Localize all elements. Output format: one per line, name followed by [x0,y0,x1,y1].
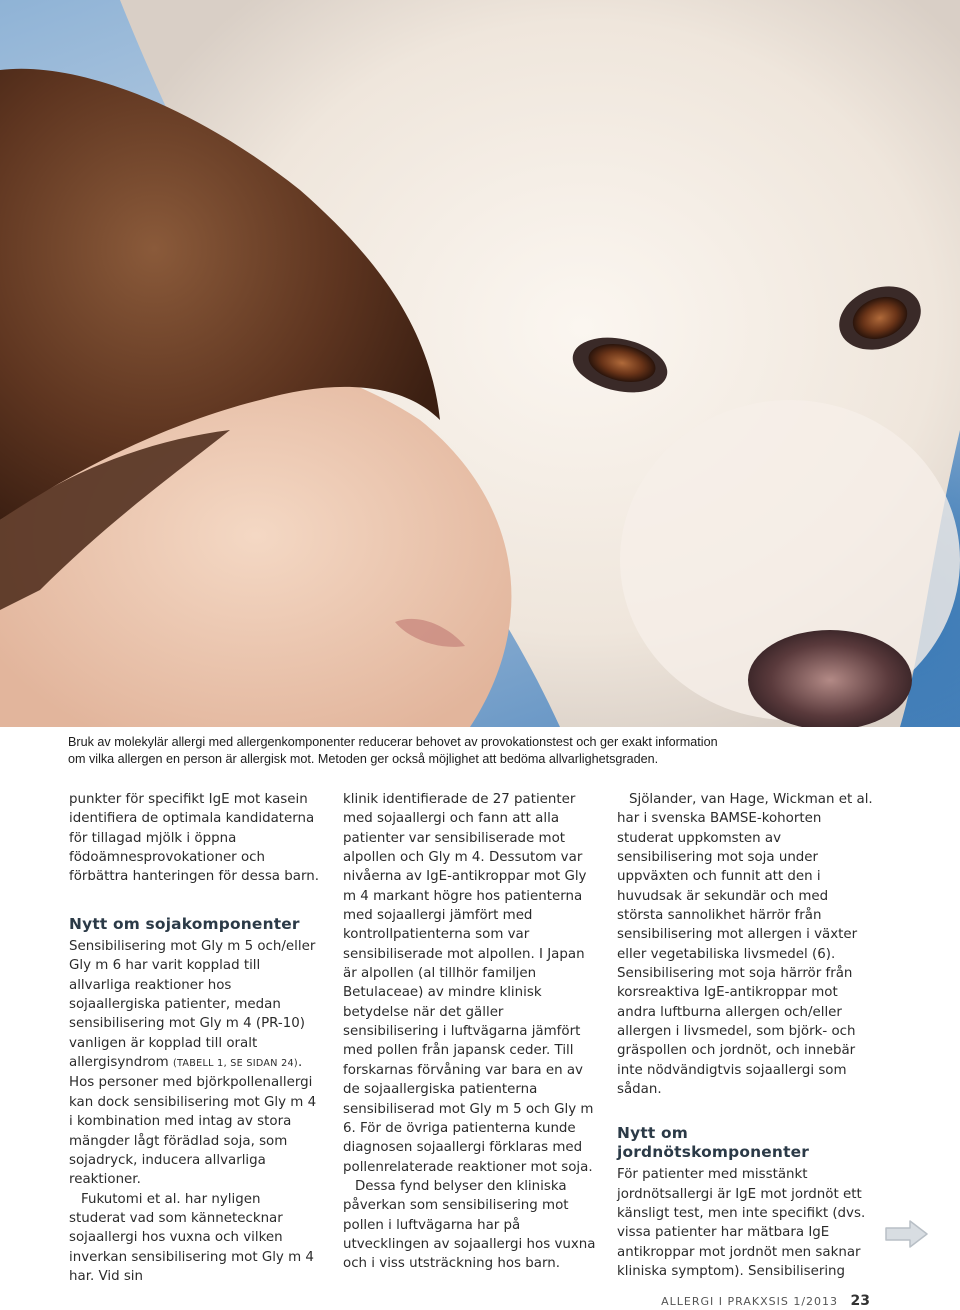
col3-paragraph-2: För patienter med misstänkt jordnötsallergi är IgE mot jordnöt ett känsligt test, men inte specifikt (dvs. vissa patienter har mätbara IgE antikroppar mot jordnöt men saknar kliniska symptom). Sensibilisering [617,1167,866,1279]
col3-paragraph-1: Sjölander, van Hage, Wickman et al. har i svenska BAMSE-kohorten studerat uppkomsten av sensibilisering mot soja under uppväxten och funnit att den i huvudsak är sekundär och med största sannolikhet härrör från sensibilisering mot allergen i växter eller vegetabiliska livsmedel (6). Sensibilisering mot soja härrör från korsreaktiva IgE-antikroppar mot andra luftburna allergen och/eller allergen i livsmedel, som björk- och gräspollen och jordnöt, och innebär inte nödvändigtvis sojaallergi som sådan. [617,792,873,1098]
journal-name: ALLERGI I PRAKXSIS 1/2013 [661,1295,839,1308]
page-number: 23 [850,1293,870,1309]
table-reference: (TABELL 1, SE SIDAN 24) [172,1058,298,1070]
article-column-1 [69,790,321,1286]
photo-caption [68,734,868,768]
col2-paragraph-1: klinik identifierade de 27 patienter med sojaallergi och fann att alla patienter var sensibiliserade mot alpollen och Gly m 4. Dessutom var nivåerna av IgE-antikroppar mot Gly m 4 markant högre hos patienterna med sojaallergi jämfört med kontrollpatienterna som var sensibiliserade mot alpollen. I Japan är alpollen (al tillhör familjen Betulaceae) av mindre klinisk betydelse när det gäller sensibilisering i luftvägarna jämfört med pollen från japansk ceder. Till forskarnas förvåning var bara en av de sojaallergiska patienterna sensibiliserad mot Gly m 5 och Gly m 6. För de övriga patienterna kunde diagnosen sojaallergi förklaras med pollenrelaterade reaktioner mot soja. [343,792,594,1175]
section-heading-peanut: Nytt om jordnötskomponenter [617,1123,810,1161]
continue-arrow-icon [884,1218,930,1250]
col1-paragraph-1 [69,937,321,1189]
col1-intro-paragraph: punkter för specifikt IgE mot kasein identifiera de optimala kandidaterna för tillagad mjölk i öppna födoämnesprovokationer och förbättra hanteringen för dessa barn. [69,792,319,885]
col1-paragraph-2: Fukutomi et al. har nyligen studerat vad som kännetecknar sojaallergi hos vuxna och vilken inverkan sensibilisering mot Gly m 4 har. Vid sin [69,1191,314,1284]
article-column-2 [343,790,601,1274]
caption-line-2: om vilka allergen en person är allergisk mot. Metoden ger också möjlighet att bedöma allvarlighetsgraden. [68,752,659,766]
col1-paragraph-1-end: . Hos personer med björkpollenallergi kan dock sensibilisering mot Gly m 4 i kombination med intag av stora mängder lågt förädlad soja, som sojadryck, inducera allvarliga reaktioner. [69,1055,317,1188]
caption-line-1: Bruk av molekylär allergi med allergenkomponenter reducerar behovet av provokationstest och ger exakt information [68,735,718,749]
col2-paragraph-2: Dessa fynd belyser den kliniska påverkan som sensibilisering mot pollen i luftvägarna har på utvecklingen av sojaallergi hos vuxna och i viss utsträckning hos barn. [343,1178,596,1272]
section-heading-soy: Nytt om sojakomponenter [69,914,300,933]
col1-paragraph-1-start: Sensibilisering mot Gly m 5 och/eller Gly m 6 har varit kopplad till allvarliga reaktioner hos sojaallergiska patienter, medan sensibilisering mot Gly m 4 (PR-10) vanligen är kopplad till oralt allergisyndrom [69,939,316,1071]
page-footer [661,1293,870,1309]
article-column-3 [617,790,873,1281]
